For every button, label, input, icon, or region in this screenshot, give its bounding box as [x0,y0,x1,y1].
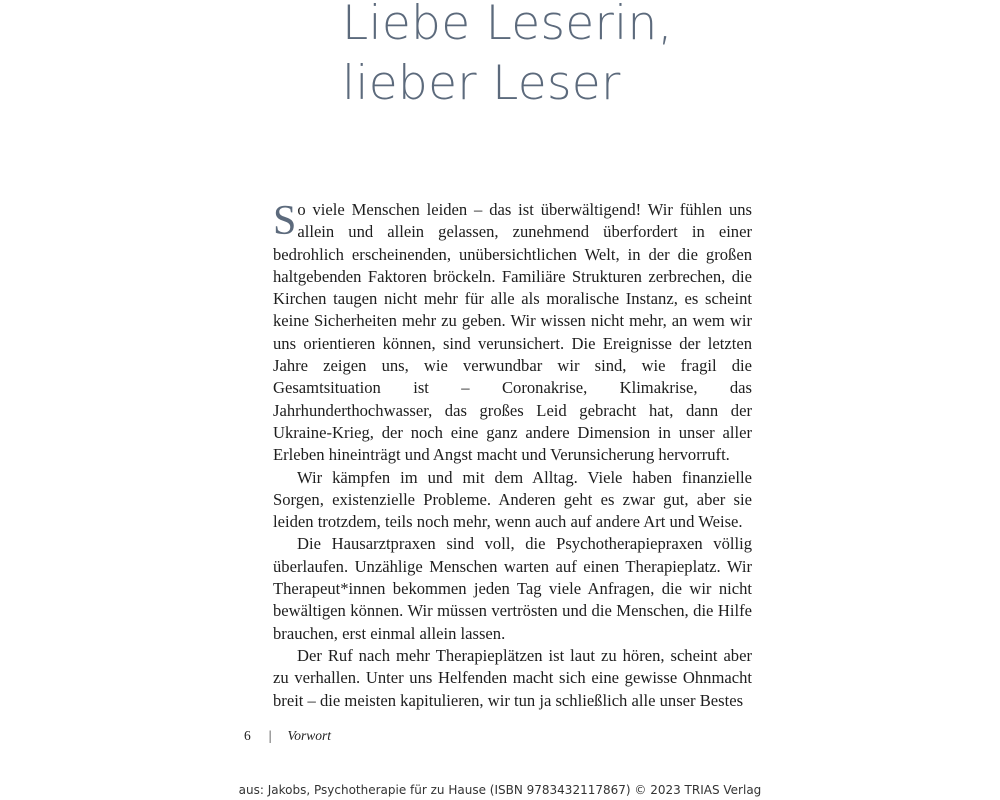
footer-separator: | [268,728,272,743]
paragraph-1-text: o viele Menschen leiden – das ist überwältigend! Wir fühlen uns allein und allein gelassen, zunehmend überfordert in einer bedrohlich erscheinenden, unübersichtlichen Welt, in der die großen haltgebenden Faktoren bröckeln. Familiäre Strukturen zerbrechen, die Kirchen taugen nicht mehr für alle als moralische Instanz, es scheint keine Sicherheiten mehr zu geben. Wir wissen nicht mehr, an wem wir uns orientieren können, sind verunsichert. Die Ereignisse der letzten Jahre zeigen uns, wie verwundbar wir sind, wie fragil die Gesamtsituation ist – Coronakrise, Klimakrise, das Jahrhunderthochwasser, das großes Leid gebracht hat, dann der Ukraine-Krieg, der noch eine ganz andere Dimension in unser aller Erleben hineinträgt und Angst macht und Verunsicherung hervorruft. [273,200,752,465]
title-line-1: Liebe Leserin, [342,0,673,51]
page-number: 6 [244,728,251,743]
paragraph-4: Der Ruf nach mehr Therapieplätzen ist laut zu hören, scheint aber zu verhallen. Unter uns Helfenden macht sich eine gewisse Ohnmacht breit – die meisten kapitulieren, wir tun ja schließlich alle unser Bestes [273,645,752,710]
paragraph-3: Die Hausarztpraxen sind voll, die Psychotherapiepraxen völlig überlaufen. Unzählige Menschen warten auf einen Therapieplatz. Wir Therapeut*innen bekommen jeden Tag viele Anfragen, die wir nicht bewältigen können. Wir müssen vertrösten und die Menschen, die Hilfe brauchen, erst einmal allein lassen. [273,534,752,643]
page-title [342,0,673,114]
title-line-2: lieber Leser [342,56,621,111]
paragraph-1 [273,199,752,467]
body-text [273,199,752,712]
drop-cap: S [273,198,297,244]
page-footer [244,728,331,744]
section-name: Vorwort [287,728,331,743]
paragraph-2: Wir kämpfen im und mit dem Alltag. Viele haben finanzielle Sorgen, existenzielle Probleme. Anderen geht es zwar gut, aber sie leiden trotzdem, teils noch mehr, wenn auch auf andere Art und Weise. [273,467,752,532]
source-citation: aus: Jakobs, Psychotherapie für zu Hause (ISBN 9783432117867) © 2023 TRIAS Verlag [238,783,762,797]
